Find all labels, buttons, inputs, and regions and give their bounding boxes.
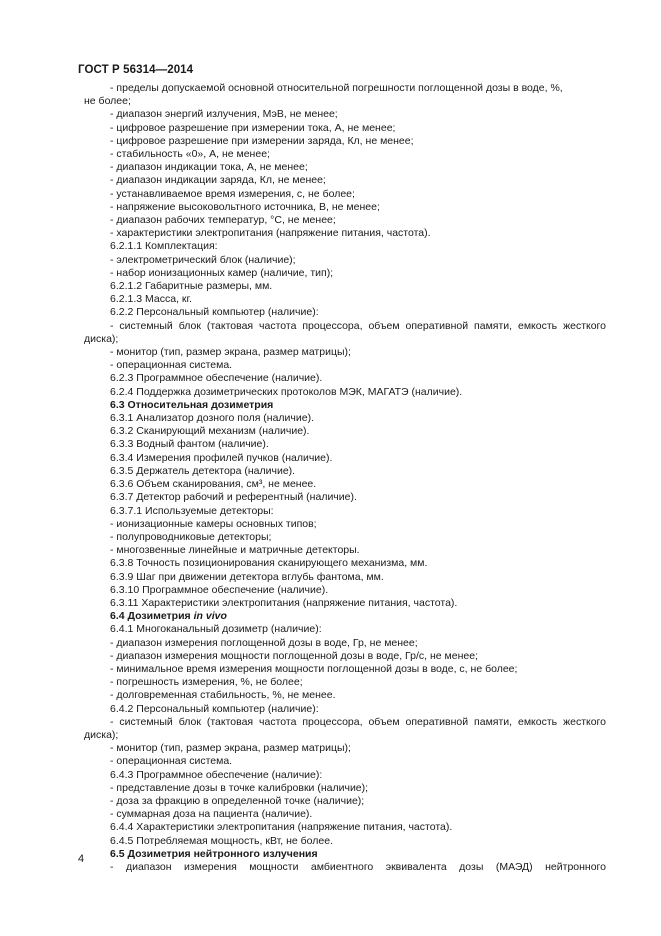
line-text: - диапазон измерения мощности амбиентного эквивалента дозы (МАЭД) нейтронного — [110, 860, 606, 873]
line-text: - характеристики электропитания (напряжение питания, частота). — [110, 227, 431, 240]
page-number: 4 — [78, 853, 85, 865]
text-line — [84, 161, 606, 174]
text-line — [84, 425, 606, 438]
line-text: - операционная система. — [110, 755, 233, 768]
line-text: 6.3.9 Шаг при движении детектора вглубь фантома, мм. — [110, 570, 384, 583]
text-line — [84, 571, 606, 584]
line-text: - представление дозы в точке калибровки (наличие); — [110, 781, 369, 794]
line-text: - операционная система. — [110, 359, 233, 372]
line-text: - системный блок (тактовая частота процессора, объем оперативной памяти, емкость жесткого диска); — [84, 715, 606, 741]
text-line — [84, 531, 606, 544]
text-line — [84, 293, 606, 306]
line-text: 6.3.3 Водный фантом (наличие). — [110, 438, 269, 451]
text-line — [84, 201, 606, 214]
text-paragraph — [84, 320, 606, 346]
line-text: 6.3.11 Характеристики электропитания (напряжение питания, частота). — [110, 596, 458, 609]
line-text: 6.4.5 Потребляемая мощность, кВт, не более. — [110, 834, 333, 847]
text-line — [84, 808, 606, 821]
line-text: - диапазон измерения поглощенной дозы в воде, Гр, не менее; — [110, 636, 418, 649]
text-line — [84, 505, 606, 518]
text-line — [84, 623, 606, 636]
text-line — [84, 386, 606, 399]
line-text: 6.2.4 Поддержка дозиметрических протоколов МЭК, МАГАТЭ (наличие). — [110, 385, 463, 398]
line-text: - напряжение высоковольтного источника, В, не менее; — [110, 200, 380, 213]
document-body — [84, 82, 606, 874]
text-line — [84, 491, 606, 504]
text-line — [84, 584, 606, 597]
line-text: 6.3.6 Объем сканирования, см³, не менее. — [110, 478, 317, 491]
line-text: 6.2.2 Персональный компьютер (наличие): — [110, 306, 319, 319]
text-line — [84, 214, 606, 227]
line-text: - многозвенные линейные и матричные детекторы. — [110, 544, 360, 557]
line-text: - полупроводниковые детекторы; — [110, 530, 272, 543]
text-line — [84, 438, 606, 451]
line-text: - диапазон измерения мощности поглощенной дозы в воде, Гр/с, не менее; — [110, 649, 478, 662]
line-text: - набор ионизационных камер (наличие, тип); — [110, 266, 334, 279]
line-text: 6.3.7.1 Используемые детекторы: — [110, 504, 274, 517]
text-line — [84, 597, 606, 610]
text-paragraph — [84, 716, 606, 742]
text-line — [84, 637, 606, 650]
line-text: 6.4.2 Персональный компьютер (наличие): — [110, 702, 319, 715]
line-text: 6.2.1.3 Масса, кг. — [110, 293, 192, 306]
text-line — [84, 782, 606, 795]
text-line — [84, 174, 606, 187]
text-line — [84, 835, 606, 848]
text-line — [84, 372, 606, 385]
text-line — [84, 478, 606, 491]
text-line — [84, 95, 606, 108]
line-text: не более; — [84, 95, 131, 108]
text-line — [84, 544, 606, 557]
text-line — [84, 742, 606, 755]
text-line — [84, 769, 606, 782]
text-line — [84, 452, 606, 465]
line-text: 6.4.1 Многоканальный дозиметр (наличие): — [110, 623, 322, 636]
document-header: ГОСТ Р 56314—2014 — [78, 64, 194, 76]
text-line — [84, 412, 606, 425]
line-text: 6.4 Дозиметрия — [110, 610, 194, 623]
line-text: 6.2.3 Программное обеспечение (наличие). — [110, 372, 323, 385]
line-text: 6.4.3 Программное обеспечение (наличие): — [110, 768, 323, 781]
text-line — [84, 518, 606, 531]
line-text: 6.2.1.1 Комплектация: — [110, 240, 218, 253]
line-text: - минимальное время измерения мощности поглощенной дозы в воде, с, не более; — [110, 662, 518, 675]
line-text: 6.5 Дозиметрия нейтронного излучения — [110, 847, 318, 860]
text-line — [84, 465, 606, 478]
text-line — [84, 82, 606, 95]
line-text: - ионизационные камеры основных типов; — [110, 517, 317, 530]
line-text: - монитор (тип, размер экрана, размер матрицы); — [110, 346, 351, 359]
text-line — [84, 610, 606, 623]
text-line — [84, 755, 606, 768]
line-text: - погрешность измерения, %, не более; — [110, 676, 303, 689]
line-text: - монитор (тип, размер экрана, размер матрицы); — [110, 742, 351, 755]
text-line — [84, 280, 606, 293]
line-text: 6.3.2 Сканирующий механизм (наличие). — [110, 425, 310, 438]
line-text: 6.3.5 Держатель детектора (наличие). — [110, 464, 296, 477]
line-text: - цифровое разрешение при измерении заряда, Кл, не менее; — [110, 134, 414, 147]
line-text: - долговременная стабильность, %, не менее. — [110, 689, 336, 702]
text-line — [84, 148, 606, 161]
text-line — [84, 359, 606, 372]
text-line — [84, 188, 606, 201]
line-text: 6.3.1 Анализатор дозного поля (наличие). — [110, 412, 315, 425]
text-line — [84, 346, 606, 359]
line-text: - электрометрический блок (наличие); — [110, 253, 296, 266]
text-line — [84, 795, 606, 808]
text-line — [84, 254, 606, 267]
line-text: - диапазон индикации заряда, Кл, не менее; — [110, 174, 326, 187]
text-line — [84, 676, 606, 689]
text-line — [84, 650, 606, 663]
text-line — [84, 227, 606, 240]
line-text: - диапазон энергий излучения, МэВ, не менее; — [110, 108, 338, 121]
text-line — [84, 861, 606, 874]
line-text: - пределы допускаемой основной относительной погрешности поглощенной дозы в воде, %, — [110, 82, 563, 94]
text-line — [84, 703, 606, 716]
text-line — [84, 821, 606, 834]
text-line — [84, 399, 606, 412]
text-line — [84, 689, 606, 702]
text-line — [84, 306, 606, 319]
text-line — [84, 848, 606, 861]
text-line — [84, 267, 606, 280]
line-text: 6.3.7 Детектор рабочий и референтный (наличие). — [110, 491, 357, 504]
line-text: - системный блок (тактовая частота процессора, объем оперативной памяти, емкость жесткого диска); — [84, 319, 606, 345]
line-text: 6.3.8 Точность позиционирования сканирующего механизма, мм. — [110, 557, 428, 570]
text-line — [84, 557, 606, 570]
line-text: 6.3.10 Программное обеспечение (наличие). — [110, 583, 329, 596]
line-text: - цифровое разрешение при измерении тока, А, не менее; — [110, 121, 396, 134]
text-line — [84, 108, 606, 121]
line-text: - диапазон рабочих температур, °С, не менее; — [110, 214, 336, 227]
line-text: - стабильность «0», А, не менее; — [110, 148, 270, 161]
line-text: 6.3.4 Измерения профилей пучков (наличие). — [110, 451, 333, 464]
line-text: - устанавливаемое время измерения, с, не более; — [110, 187, 355, 200]
text-line — [84, 663, 606, 676]
line-text: 6.2.1.2 Габаритные размеры, мм. — [110, 280, 273, 293]
line-text: 6.3 Относительная дозиметрия — [110, 398, 274, 411]
line-text: 6.4.4 Характеристики электропитания (напряжение питания, частота). — [110, 821, 453, 834]
text-line — [84, 240, 606, 253]
text-line — [84, 135, 606, 148]
italic-text: in vivo — [193, 610, 227, 623]
line-text: - доза за фракцию в определенной точке (наличие); — [110, 794, 365, 807]
text-line — [84, 122, 606, 135]
line-text: - диапазон индикации тока, А, не менее; — [110, 161, 308, 174]
line-text: - суммарная доза на пациента (наличие). — [110, 808, 313, 821]
